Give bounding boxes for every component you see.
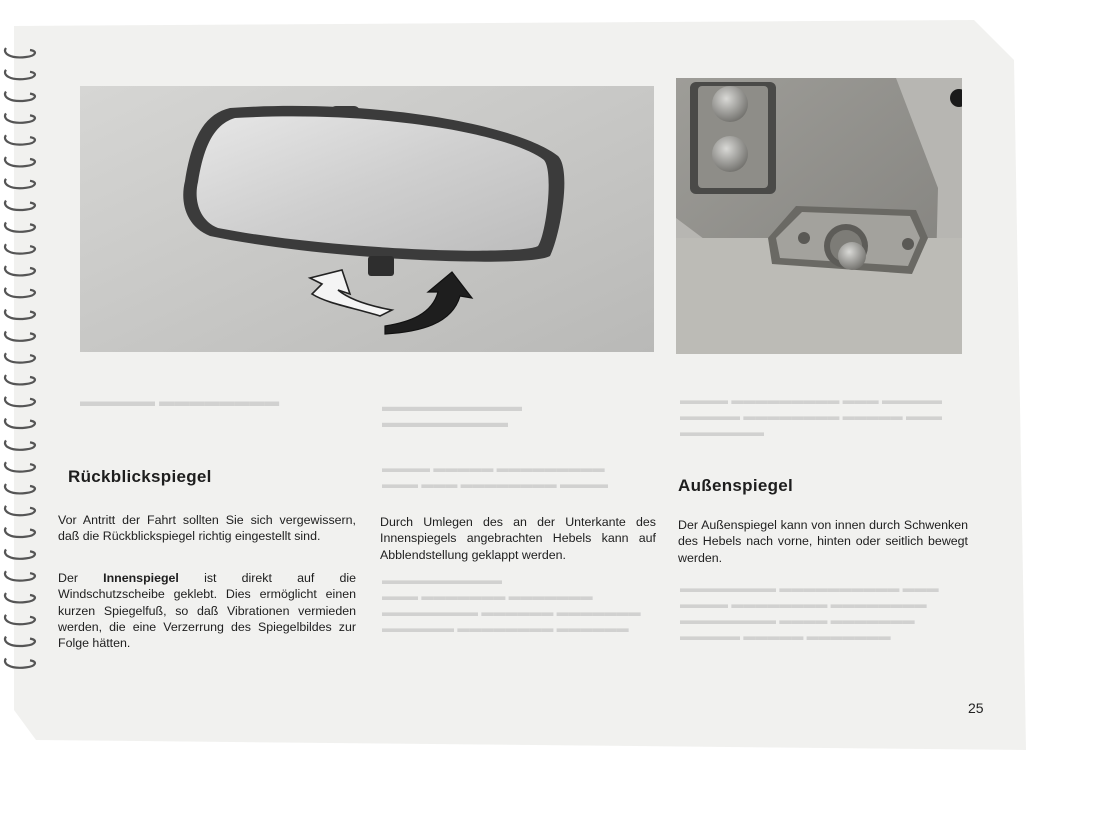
spiral-coil bbox=[5, 419, 35, 428]
spiral-coil bbox=[5, 48, 35, 57]
aussenspiegel-heading: Außenspiegel bbox=[678, 476, 794, 495]
spiral-coil bbox=[5, 506, 35, 515]
spiral-coil bbox=[5, 331, 35, 340]
spiral-coil bbox=[5, 593, 35, 602]
spiral-coil bbox=[5, 288, 35, 297]
show-through-text: ▬▬▬▬▬▬▬▬▬▬ ▬▬▬▬▬▬▬▬▬ bbox=[382, 398, 522, 430]
spiral-coil bbox=[5, 244, 35, 253]
spiral-coil bbox=[5, 440, 35, 449]
show-through-text: ▬▬▬▬ ▬▬▬▬▬ ▬▬▬▬▬▬▬▬▬ ▬▬▬ ▬▬▬ ▬▬▬▬▬▬▬▬ ▬▬▬▬ bbox=[382, 461, 609, 491]
show-through-text: ▬▬▬▬ ▬▬▬▬▬▬▬▬▬ ▬▬▬ ▬▬▬▬▬ ▬▬▬▬▬ ▬▬▬▬▬▬▬▬ ▬▬▬▬▬ ▬▬▬ ▬▬▬▬▬▬▬ bbox=[680, 393, 943, 439]
innenspiegel-paragraph bbox=[58, 570, 356, 651]
spiral-coil bbox=[5, 222, 35, 231]
spiral-coil bbox=[5, 179, 35, 188]
show-through-text: ▬▬▬▬▬▬▬▬ ▬▬▬▬▬▬▬▬▬▬ ▬▬▬ ▬▬▬▬ ▬▬▬▬▬▬▬▬ ▬▬▬▬▬▬▬▬ ▬▬▬▬▬▬▬▬ ▬▬▬▬ ▬▬▬▬▬▬▬ ▬▬▬▬▬ ▬▬▬▬▬ ▬▬▬▬▬▬▬ bbox=[680, 581, 939, 643]
rueckblickspiegel-intro-paragraph: Vor Antritt der Fahrt sollten Sie sich vergewissern, daß die Rückblickspiegel richtig eingestellt sind. bbox=[58, 513, 356, 544]
spiral-coil bbox=[5, 658, 35, 667]
rueckblickspiegel-heading: Rückblickspiegel bbox=[68, 467, 212, 486]
spiral-coil bbox=[5, 484, 35, 493]
outside-mirror-lever-photo bbox=[676, 78, 962, 354]
spiral-coil bbox=[5, 157, 35, 166]
spiral-coil bbox=[5, 615, 35, 624]
page-number: 25 bbox=[968, 700, 984, 716]
show-through-text: ▬▬▬▬▬ ▬▬▬▬▬▬▬▬ bbox=[80, 393, 280, 410]
abblend-paragraph: Durch Umlegen des an der Unterkante des Innenspiegels angebrachten Hebels kann auf Abblendstellung geklappt werden. bbox=[380, 515, 656, 562]
spiral-coil bbox=[5, 266, 35, 275]
spiral-coil bbox=[5, 528, 35, 537]
spiral-coil bbox=[5, 637, 35, 646]
spiral-coil bbox=[5, 549, 35, 558]
aussenspiegel-paragraph: Der Außenspiegel kann von innen durch Schwenken des Hebels nach vorne, hinten oder seitlich bewegt werden. bbox=[678, 518, 968, 565]
spiral-coil bbox=[5, 397, 35, 406]
spiral-coil bbox=[5, 92, 35, 101]
spiral-coil bbox=[5, 571, 35, 580]
para-rest: ist direkt auf die Windschutzscheibe geklebt. Dies ermöglicht einen kurzen Spiegelfuß, so daß Vibrationen vermieden werden, die eine Verzerrung des Spiegelbildes zur Folge hätten. bbox=[58, 571, 356, 651]
spiral-coil bbox=[5, 310, 35, 319]
show-through-text: ▬▬▬▬▬▬▬▬▬▬ ▬▬▬ ▬▬▬▬▬▬▬ ▬▬▬▬▬▬▬ ▬▬▬▬▬▬▬▬ ▬▬▬▬▬▬ ▬▬▬▬▬▬▬ ▬▬▬▬▬▬ ▬▬▬▬▬▬▬▬ ▬▬▬▬▬▬ bbox=[382, 573, 641, 635]
spiral-coil bbox=[5, 113, 35, 122]
spiral-coil bbox=[5, 201, 35, 210]
innenspiegel-term: Innenspiegel bbox=[103, 571, 179, 585]
spiral-coil bbox=[5, 70, 35, 79]
spiral-coil bbox=[5, 375, 35, 384]
para-prefix: Der bbox=[58, 571, 78, 585]
spiral-coil bbox=[5, 135, 35, 144]
rearview-mirror-photo bbox=[80, 86, 654, 352]
spiral-binding bbox=[0, 40, 48, 680]
spiral-coil bbox=[5, 462, 35, 471]
spiral-coil bbox=[5, 353, 35, 362]
